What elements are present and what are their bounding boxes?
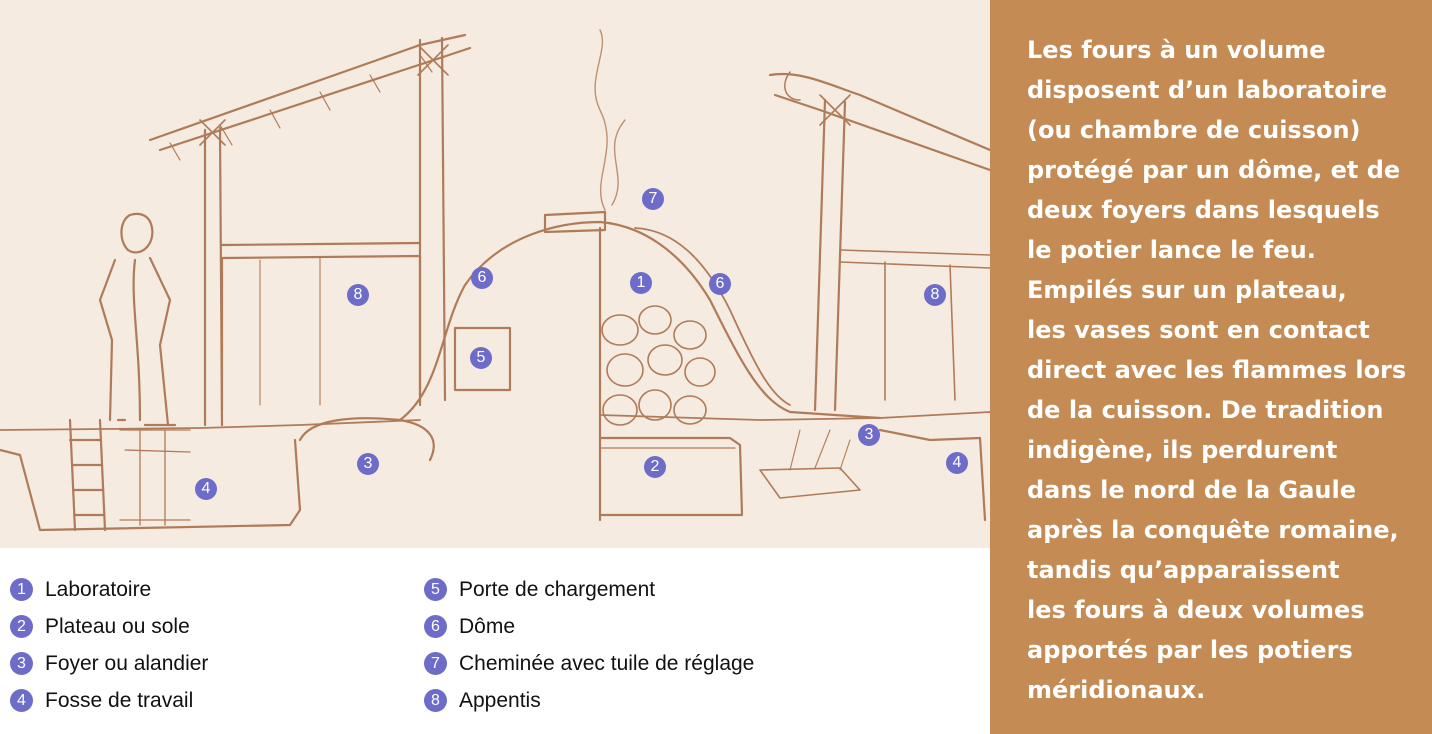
marker-2: 2 — [644, 456, 666, 478]
legend-item — [10, 645, 208, 682]
plateau — [600, 438, 742, 515]
smoke — [595, 30, 625, 210]
marker-3-left: 3 — [357, 453, 379, 475]
marker-8-right: 8 — [924, 284, 946, 306]
legend-item — [10, 571, 208, 608]
right-foyer — [760, 468, 860, 498]
legend-number: 7 — [424, 652, 447, 675]
description-panel — [990, 0, 1432, 734]
marker-5: 5 — [470, 347, 492, 369]
right-wall — [840, 250, 990, 400]
legend-number: 1 — [10, 578, 33, 601]
legend-item — [424, 608, 754, 645]
left-fosse — [0, 440, 300, 530]
marker-6-left: 6 — [471, 267, 493, 289]
marker-8-left: 8 — [347, 284, 369, 306]
legend-label: Appentis — [459, 688, 541, 712]
legend — [0, 548, 990, 734]
legend-label: Plateau ou sole — [45, 614, 190, 638]
left-wall — [222, 243, 420, 410]
legend-column-right — [424, 571, 754, 719]
right-fosse — [880, 430, 985, 520]
legend-label: Fosse de travail — [45, 688, 194, 712]
legend-label: Cheminée avec tuile de réglage — [459, 651, 755, 675]
legend-number: 4 — [10, 689, 33, 712]
legend-number: 6 — [424, 615, 447, 638]
marker-6-right: 6 — [709, 273, 731, 295]
description-text: Les fours à un volume disposent d’un laboratoire (ou chambre de cuisson) protégé par un dôme, et de deux foyers dans lesquels le potier lance le feu. Empilés sur un plateau, les vases sont en contact direct avec les flammes lors de la cuisson. De tradition indigène, ils perdurent dans le nord de la Gaule après la conquête romaine, tandis qu’apparaissent les fours à deux volumes apportés par les potiers méridionaux. — [1027, 36, 1407, 704]
ladder — [70, 420, 105, 530]
legend-column-left — [10, 571, 208, 719]
legend-label: Porte de chargement — [459, 577, 656, 601]
marker-4-right: 4 — [946, 452, 968, 474]
legend-item — [424, 571, 754, 608]
legend-item — [10, 608, 208, 645]
legend-number: 8 — [424, 689, 447, 712]
legend-label: Dôme — [459, 614, 516, 638]
marker-4-left: 4 — [195, 478, 217, 500]
marker-3-right: 3 — [858, 424, 880, 446]
marker-7: 7 — [642, 188, 664, 210]
right-post-1 — [815, 100, 845, 410]
legend-number: 3 — [10, 652, 33, 675]
legend-number: 5 — [424, 578, 447, 601]
person — [100, 214, 175, 425]
legend-item — [424, 645, 754, 682]
left-post-1 — [205, 128, 222, 425]
right-roof — [770, 74, 990, 170]
legend-item — [424, 682, 754, 719]
vase-stack — [602, 306, 715, 425]
left-roof — [150, 35, 470, 150]
legend-number: 2 — [10, 615, 33, 638]
legend-item — [10, 682, 208, 719]
legend-label: Foyer ou alandier — [45, 651, 209, 675]
legend-label: Laboratoire — [45, 577, 152, 601]
marker-1: 1 — [630, 272, 652, 294]
